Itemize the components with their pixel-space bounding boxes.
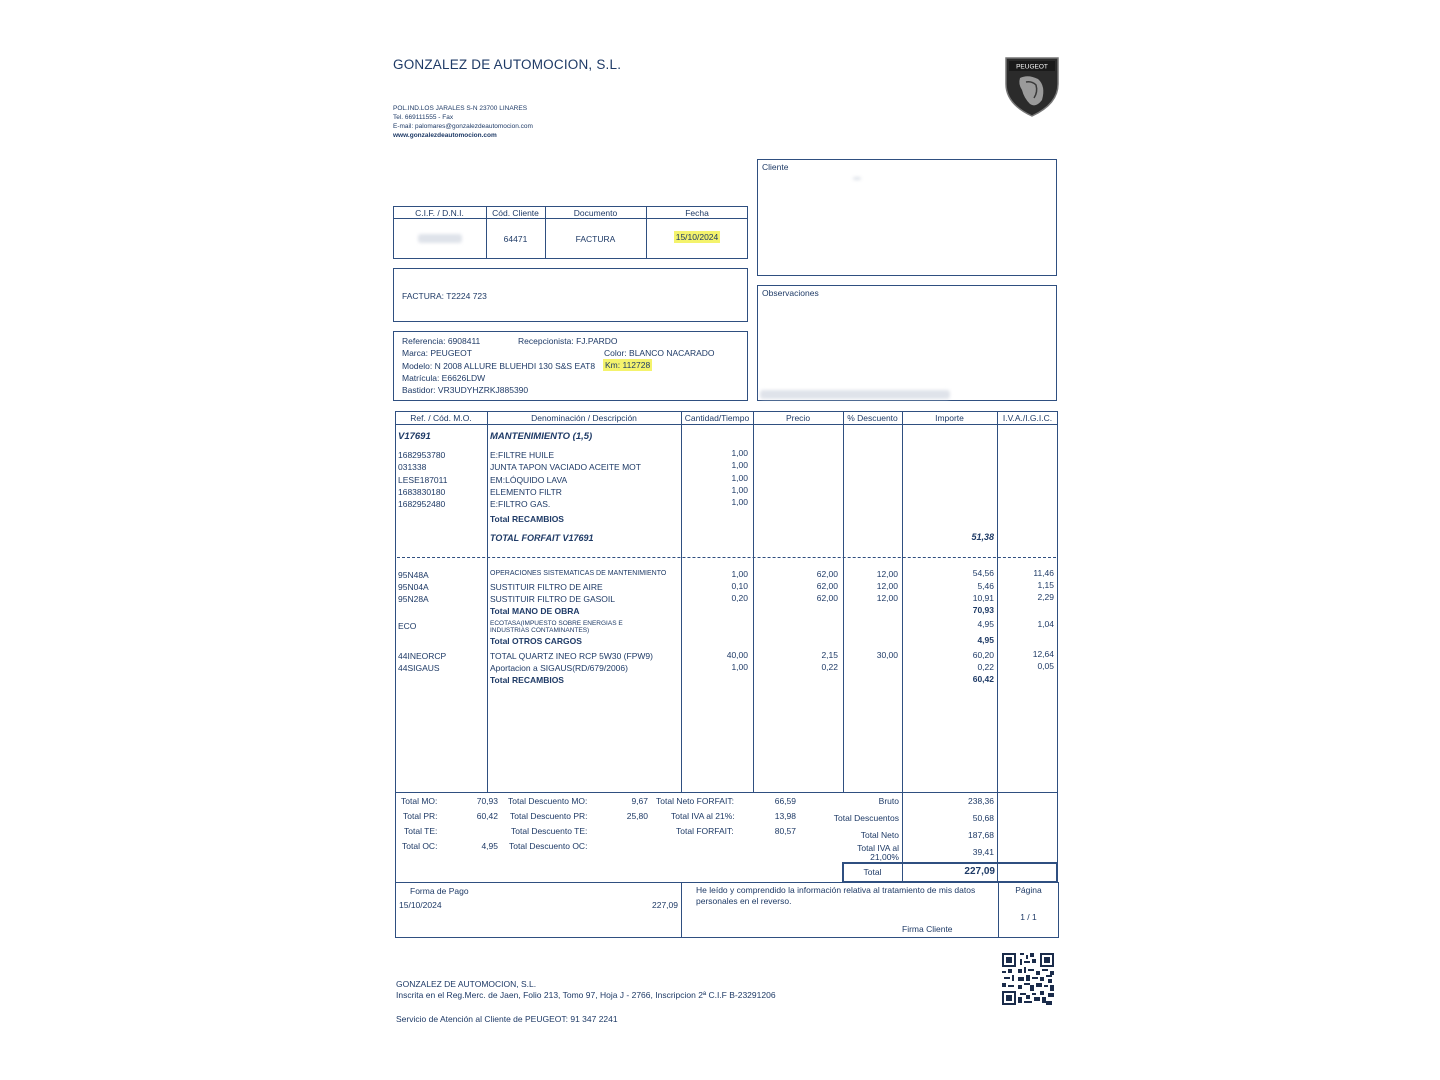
sum-forfait-label: Total FORFAIT: [676, 826, 734, 836]
labor-desc: SUSTITUIR FILTRO DE AIRE [490, 582, 603, 592]
forfait-title: MANTENIMIENTO (1,5) [490, 431, 593, 442]
forfait-total-recambios-label: Total RECAMBIOS [490, 514, 564, 524]
cif-redacted [418, 234, 462, 243]
sum-neto-value: 187,68 [968, 830, 994, 840]
forfait-line-ref: LESE187011 [398, 475, 448, 485]
vehicle-referencia: Referencia: 6908411 [402, 336, 481, 346]
sum-iva-label: Total IVA al [857, 843, 899, 853]
sum-forfait-value: 80,57 [774, 826, 796, 836]
forfait-total-label: TOTAL FORFAIT V17691 [490, 533, 594, 543]
sum-total-mo-label: Total MO: [401, 796, 438, 806]
header-label-documento: Documento [573, 208, 618, 218]
part-ref: 44SIGAUS [398, 663, 440, 673]
eco-ref: ECO [398, 621, 417, 631]
eco-desc: ECOTASA(IMPUESTO SOBRE ENERGIAS E [490, 620, 623, 627]
sum-iva21-label: Total IVA al 21%: [671, 811, 735, 821]
privacy-notice: personales en el reverso. [696, 896, 792, 906]
labor-iva: 1,15 [1037, 580, 1054, 590]
forfait-ref: V17691 [398, 431, 431, 442]
part-ref: 44INEORCP [398, 651, 447, 661]
labor-price: 62,00 [816, 569, 838, 579]
forfait-line-ref: 1682953780 [398, 450, 446, 460]
factura-number: FACTURA: T2224 723 [402, 291, 487, 301]
sum-bruto-value: 238,36 [968, 796, 994, 806]
forfait-line-ref: 031338 [398, 462, 427, 472]
labor-ref: 95N28A [398, 594, 429, 604]
vehicle-bastidor: Bastidor: VR3UDYHZRKJ885390 [402, 385, 529, 395]
total-pr-label: Total RECAMBIOS [490, 675, 564, 685]
labor-iva: 2,29 [1037, 592, 1054, 602]
company-name: GONZALEZ DE AUTOMOCION, S.L. [393, 57, 622, 72]
sum-desc-pr-value: 25,80 [626, 811, 648, 821]
pagina-value: 1 / 1 [1020, 912, 1037, 922]
company-email: E-mail: palomares@gonzalezdeautomocion.com [393, 123, 533, 130]
total-pr-value: 60,42 [972, 674, 994, 684]
cliente-box [757, 159, 1057, 276]
sum-desc-oc-label: Total Descuento OC: [509, 841, 588, 851]
footer-company: GONZALEZ DE AUTOMOCION, S.L. [396, 979, 537, 989]
eco-iva: 1,04 [1037, 619, 1054, 629]
sum-total-mo-value: 70,93 [476, 796, 498, 806]
fecha-value: 15/10/2024 [675, 232, 719, 242]
observaciones-label: Observaciones [762, 288, 819, 298]
privacy-notice: He leído y comprendido la información relativa al tratamiento de mis datos [696, 885, 976, 895]
forfait-line-qty: 1,00 [731, 460, 748, 470]
header-label-cod-cliente: Cód. Cliente [492, 208, 539, 218]
part-iva: 0,05 [1037, 661, 1054, 671]
labor-qty: 0,20 [731, 593, 748, 603]
part-qty: 1,00 [731, 662, 748, 672]
sum-neto-forfait-value: 66,59 [774, 796, 796, 806]
sum-neto-forfait-label: Total Neto FORFAIT: [656, 796, 734, 806]
company-address: POL.IND.LOS JARALES S-N 23700 LINARES [393, 105, 528, 112]
payment-amount: 227,09 [652, 900, 678, 910]
sum-total-pr-value: 60,42 [476, 811, 498, 821]
documento-value: FACTURA [575, 234, 616, 244]
payment-label: Forma de Pago [410, 886, 469, 896]
forfait-line-qty: 1,00 [731, 497, 748, 507]
forfait-line-qty: 1,00 [731, 448, 748, 458]
forfait-line-desc: JUNTA TAPON VACIADO ACEITE MOT [490, 462, 641, 472]
col-descuento: % Descuento [847, 413, 898, 423]
sum-iva-value: 39,41 [972, 847, 994, 857]
header-label-cif: C.I.F. / D.N.I. [415, 208, 464, 218]
forfait-line-ref: 1682952480 [398, 499, 446, 509]
eco-amount: 4,95 [977, 619, 994, 629]
part-iva: 12,64 [1032, 649, 1054, 659]
labor-ref: 95N04A [398, 582, 429, 592]
observaciones-box [757, 285, 1057, 401]
labor-qty: 0,10 [731, 581, 748, 591]
vehicle-recepcionista: Recepcionista: FJ.PARDO [518, 336, 618, 346]
sum-iva-percent: 21,00% [870, 852, 899, 862]
col-precio: Precio [785, 413, 811, 423]
vehicle-km: Km: 112728 [605, 360, 651, 370]
labor-qty: 1,00 [731, 569, 748, 579]
sum-total-value: 227,09 [964, 866, 995, 877]
forfait-separator [397, 557, 1056, 558]
part-desc: TOTAL QUARTZ INEO RCP 5W30 (FPW9) [490, 651, 653, 661]
cliente-label: Cliente [762, 162, 789, 172]
sum-neto-label: Total Neto [860, 830, 899, 840]
labor-ref: 95N48A [398, 570, 429, 580]
labor-disc: 12,00 [876, 569, 898, 579]
labor-disc: 12,00 [876, 593, 898, 603]
sum-descuentos-value: 50,68 [972, 813, 994, 823]
part-price: 2,15 [821, 650, 838, 660]
forfait-line-ref: 1683830180 [398, 487, 446, 497]
sum-bruto-label: Bruto [878, 796, 899, 806]
footer-registry: Inscrita en el Reg.Merc. de Jaen, Folio 213, Tomo 97, Hoja J - 2766, Inscripcion 2ª C.I.F B-23291206 [396, 990, 776, 1000]
forfait-line-qty: 1,00 [731, 473, 748, 483]
forfait-line-desc: EM:LÓQUIDO LAVA [490, 475, 568, 485]
sum-total-oc-value: 4,95 [481, 841, 498, 851]
firma-cliente: Firma Cliente [902, 924, 953, 934]
col-iva: I.V.A./I.G.I.C. [1002, 413, 1053, 423]
labor-desc: OPERACIONES SISTEMATICAS DE MANTENIMIENTO [490, 570, 667, 577]
cliente-redacted [853, 177, 861, 180]
part-price: 0,22 [821, 662, 838, 672]
forfait-line-qty: 1,00 [731, 485, 748, 495]
forfait-total-value: 51,38 [971, 532, 994, 542]
total-mo-value: 70,93 [972, 605, 994, 615]
part-desc: Aportacion a SIGAUS(RD/679/2006) [490, 663, 628, 673]
sum-iva21-value: 13,98 [774, 811, 796, 821]
observaciones-redacted [760, 390, 950, 399]
col-descripcion: Denominación / Descripción [531, 413, 637, 423]
col-ref: Ref. / Cód. M.O. [410, 413, 472, 423]
payment-date: 15/10/2024 [399, 900, 442, 910]
labor-amount: 54,56 [972, 568, 994, 578]
forfait-line-desc: E:FILTRE HUILE [490, 450, 555, 460]
qr-code [1002, 953, 1054, 1005]
sum-descuentos-label: Total Descuentos [833, 813, 899, 823]
company-web: www.gonzalezdeautomocion.com [393, 132, 497, 139]
eco-desc: INDUSTRIAS CONTAMINANTES) [490, 627, 590, 634]
labor-disc: 12,00 [876, 581, 898, 591]
vehicle-matricula: Matrícula: E6626LDW [402, 373, 486, 383]
total-oc-label: Total OTROS CARGOS [490, 636, 582, 646]
sum-desc-mo-label: Total Descuento MO: [508, 796, 588, 806]
col-cantidad: Cantidad/Tiempo [684, 413, 750, 423]
total-oc-value: 4,95 [977, 635, 994, 645]
labor-price: 62,00 [816, 593, 838, 603]
peugeot-logo [1002, 54, 1062, 118]
footer-service: Servicio de Atención al Cliente de PEUGEOT: 91 347 2241 [396, 1014, 618, 1024]
part-amount: 60,20 [972, 650, 994, 660]
sum-desc-mo-value: 9,67 [631, 796, 648, 806]
sum-total-pr-label: Total PR: [403, 811, 438, 821]
part-disc: 30,00 [876, 650, 898, 660]
col-importe: Importe [935, 413, 964, 423]
labor-amount: 5,46 [977, 581, 994, 591]
part-amount: 0,22 [977, 662, 994, 672]
labor-price: 62,00 [816, 581, 838, 591]
labor-amount: 10,91 [972, 593, 994, 603]
pagina-label: Página [1015, 885, 1042, 895]
labor-desc: SUSTITUIR FILTRO DE GASOIL [490, 594, 615, 604]
sum-desc-te-label: Total Descuento TE: [511, 826, 588, 836]
vehicle-color: Color: BLANCO NACARADO [604, 348, 715, 358]
cod-cliente-value: 64471 [503, 234, 528, 244]
sum-total-oc-label: Total OC: [402, 841, 438, 851]
header-label-fecha: Fecha [685, 208, 709, 218]
sum-total-te-label: Total TE: [404, 826, 438, 836]
total-mo-label: Total MANO DE OBRA [490, 606, 580, 616]
part-qty: 40,00 [726, 650, 748, 660]
sum-desc-pr-label: Total Descuento PR: [510, 811, 588, 821]
logo-text: PEUGEOT [1016, 63, 1048, 71]
vehicle-modelo: Modelo: N 2008 ALLURE BLUEHDI 130 S&S EAT8 [402, 361, 596, 371]
labor-iva: 11,46 [1033, 568, 1054, 578]
forfait-line-desc: E:FILTRO GAS. [490, 499, 551, 509]
vehicle-marca: Marca: PEUGEOT [402, 348, 472, 358]
sum-total-label: Total [863, 867, 882, 877]
forfait-line-desc: ELEMENTO FILTR [490, 487, 562, 497]
company-tel: Tel. 669111555 - Fax [393, 114, 454, 121]
